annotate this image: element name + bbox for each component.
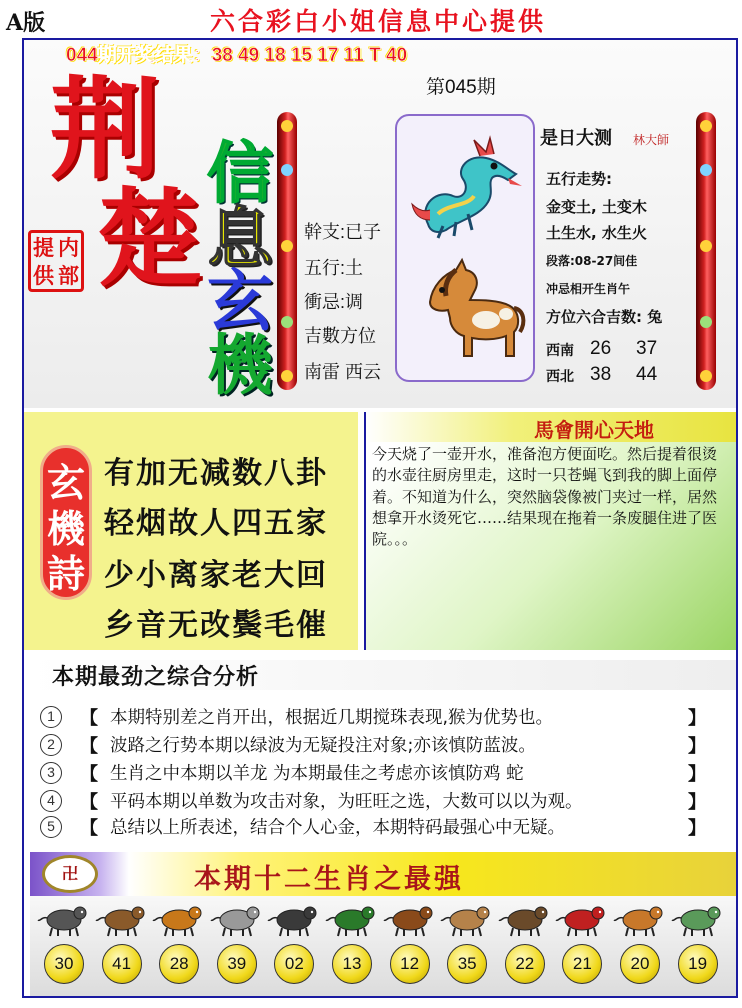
vertical-title-char-4: 機 xyxy=(207,326,273,404)
info-wuxing: 五行:土 xyxy=(304,258,364,278)
previous-result: 044期开奖结果：38 49 18 15 17 11 T 40 xyxy=(66,45,408,66)
analysis-title: 本期最劲之综合分析 xyxy=(52,664,260,690)
stamp-char: 供 xyxy=(33,262,54,288)
poem-line-1: 有加无减数八卦 xyxy=(104,456,328,491)
dog-icon xyxy=(612,898,668,938)
stamp-char: 内 xyxy=(58,234,79,260)
analysis-row-number: 5 xyxy=(40,816,62,838)
zodiac-cell xyxy=(612,898,668,984)
forecast-trend-1: 金变土, 土变木 xyxy=(546,198,647,216)
strongest-title: 本期十二生肖之最强 xyxy=(194,864,464,895)
horse-icon xyxy=(410,256,528,366)
bracket-open: 【 xyxy=(80,792,98,813)
rabbit-icon xyxy=(209,898,265,938)
forecast-clash: 冲忌相开生肖午 xyxy=(546,282,631,296)
zodiac-number-ball: 28 xyxy=(159,944,199,984)
zodiac-cell xyxy=(382,898,438,984)
info-jishu: 吉數方位 xyxy=(304,326,376,346)
rat-icon xyxy=(36,898,92,938)
issue-number: 第045期 xyxy=(426,77,496,98)
forecast-period: 段落:08-27间佳 xyxy=(546,254,638,268)
zodiac-cell xyxy=(266,898,322,984)
analysis-row-text: 生肖之中本期以羊龙 为本期最佳之考虑亦该慎防鸡 蛇 xyxy=(110,764,524,784)
edition-label: A版 xyxy=(6,10,46,36)
direction-label: 西北 xyxy=(546,369,574,385)
monkey-icon xyxy=(497,898,553,938)
bracket-open: 【 xyxy=(80,764,98,785)
bracket-open: 【 xyxy=(80,708,98,729)
decorative-pillar-right xyxy=(696,112,716,390)
zodiac-cell xyxy=(209,898,265,984)
story-title: 馬會開心天地 xyxy=(534,418,654,442)
zodiac-number-ball: 19 xyxy=(678,944,718,984)
zodiac-cell xyxy=(151,898,207,984)
analysis-row-number: 1 xyxy=(40,706,62,728)
calligraphy-char-2: 楚 xyxy=(96,176,202,301)
forecast-title: 是日大测 xyxy=(540,128,612,149)
bracket-open: 【 xyxy=(80,736,98,757)
pig-icon xyxy=(670,898,726,938)
info-ganzhi: 幹支:已子 xyxy=(304,222,382,242)
story-text: 今天烧了一壶开水，准备泡方便面吃。然后提着很烫的水壶往厨房里走，这时一只苍蝇飞到我的脚上面停着。不知道为什么，突然脑袋像被门夹过一样，居然想拿开水烫死它……结果现在拖着一条废腿住进了医院。。。 xyxy=(372,445,718,549)
bracket-close: 】 xyxy=(688,818,706,839)
poem-line-2: 轻烟故人四五家 xyxy=(104,506,328,541)
poem-badge xyxy=(40,445,92,600)
poem-line-4: 乡音无改鬓毛催 xyxy=(104,608,328,643)
stamp-char: 提 xyxy=(33,234,54,260)
seal-stamp xyxy=(28,230,84,292)
dragon-icon xyxy=(408,134,526,242)
zodiac-number-ball: 02 xyxy=(274,944,314,984)
analysis-row-number: 4 xyxy=(40,790,62,812)
analysis-row-number: 2 xyxy=(40,734,62,756)
zodiac-cell xyxy=(670,898,726,984)
zodiac-number-ball: 30 xyxy=(44,944,84,984)
zodiac-number-ball: 35 xyxy=(447,944,487,984)
info-chongji: 衝忌:调 xyxy=(304,292,364,312)
poem-badge-char: 機 xyxy=(46,505,85,551)
zodiac-cell xyxy=(439,898,495,984)
poem-line-3: 少小离家老大回 xyxy=(104,558,328,593)
dragon-icon xyxy=(266,898,322,938)
direction-number: 44 xyxy=(636,364,658,385)
forecast-trend-label: 五行走势: xyxy=(546,170,612,188)
snake-icon xyxy=(324,898,380,938)
zodiac-number-ball: 20 xyxy=(620,944,660,984)
analysis-row-text: 本期特别差之肖开出，根据近几期搅珠表现,猴为优势也。 xyxy=(110,708,554,728)
page-title: 六合彩白小姐信息中心提供 xyxy=(210,7,547,36)
decorative-pillar-left xyxy=(277,112,297,390)
vertical-title-char-3: 玄 xyxy=(207,262,273,340)
zodiac-cell xyxy=(497,898,553,984)
forecast-trend-2: 土生水, 水生火 xyxy=(546,224,647,242)
forecast-luck: 方位六合吉数: 兔 xyxy=(546,308,663,326)
bracket-close: 】 xyxy=(688,708,706,729)
direction-label: 西南 xyxy=(546,343,574,359)
analysis-row-text: 波路之行势本期以绿波为无疑投注对象;亦该慎防蓝波。 xyxy=(110,736,536,756)
vertical-title-char-1: 信 xyxy=(207,134,273,212)
poem-badge-char: 詩 xyxy=(46,551,85,597)
rooster-icon xyxy=(554,898,610,938)
bracket-close: 】 xyxy=(688,792,706,813)
direction-number: 26 xyxy=(590,338,612,359)
info-direction: 南雷 西云 xyxy=(304,362,382,382)
zodiac-cell xyxy=(324,898,380,984)
zodiac-number-ball: 22 xyxy=(505,944,545,984)
zodiac-number-ball: 13 xyxy=(332,944,372,984)
vertical-title-char-2: 息 xyxy=(207,199,273,277)
analysis-row-number: 3 xyxy=(40,762,62,784)
ox-icon xyxy=(94,898,150,938)
bracket-open: 【 xyxy=(80,818,98,839)
direction-number: 38 xyxy=(590,364,612,385)
zodiac-number-ball: 21 xyxy=(562,944,602,984)
analysis-row-text: 总结以上所表述，结合个人心金，本期特码最强心中无疑。 xyxy=(110,818,565,838)
zodiac-number-ball: 41 xyxy=(102,944,142,984)
tiger-icon xyxy=(151,898,207,938)
zodiac-number-ball: 12 xyxy=(390,944,430,984)
emblem-icon: 卍 xyxy=(42,855,98,893)
horse-icon xyxy=(382,898,438,938)
zodiac-cell xyxy=(94,898,150,984)
zodiac-cell xyxy=(36,898,92,984)
bracket-close: 】 xyxy=(688,764,706,785)
bracket-close: 】 xyxy=(688,736,706,757)
analysis-row-text: 平码本期以单数为攻击对象，为旺旺之选，大数可以以为观。 xyxy=(110,792,583,812)
forecast-master: 林大師 xyxy=(633,133,670,147)
goat-icon xyxy=(439,898,495,938)
direction-number: 37 xyxy=(636,338,658,359)
zodiac-cell xyxy=(554,898,610,984)
poem-badge-char: 玄 xyxy=(46,460,85,505)
stamp-char: 部 xyxy=(58,262,79,288)
zodiac-number-ball: 39 xyxy=(217,944,257,984)
calligraphy-char-1: 荆 xyxy=(50,65,160,194)
